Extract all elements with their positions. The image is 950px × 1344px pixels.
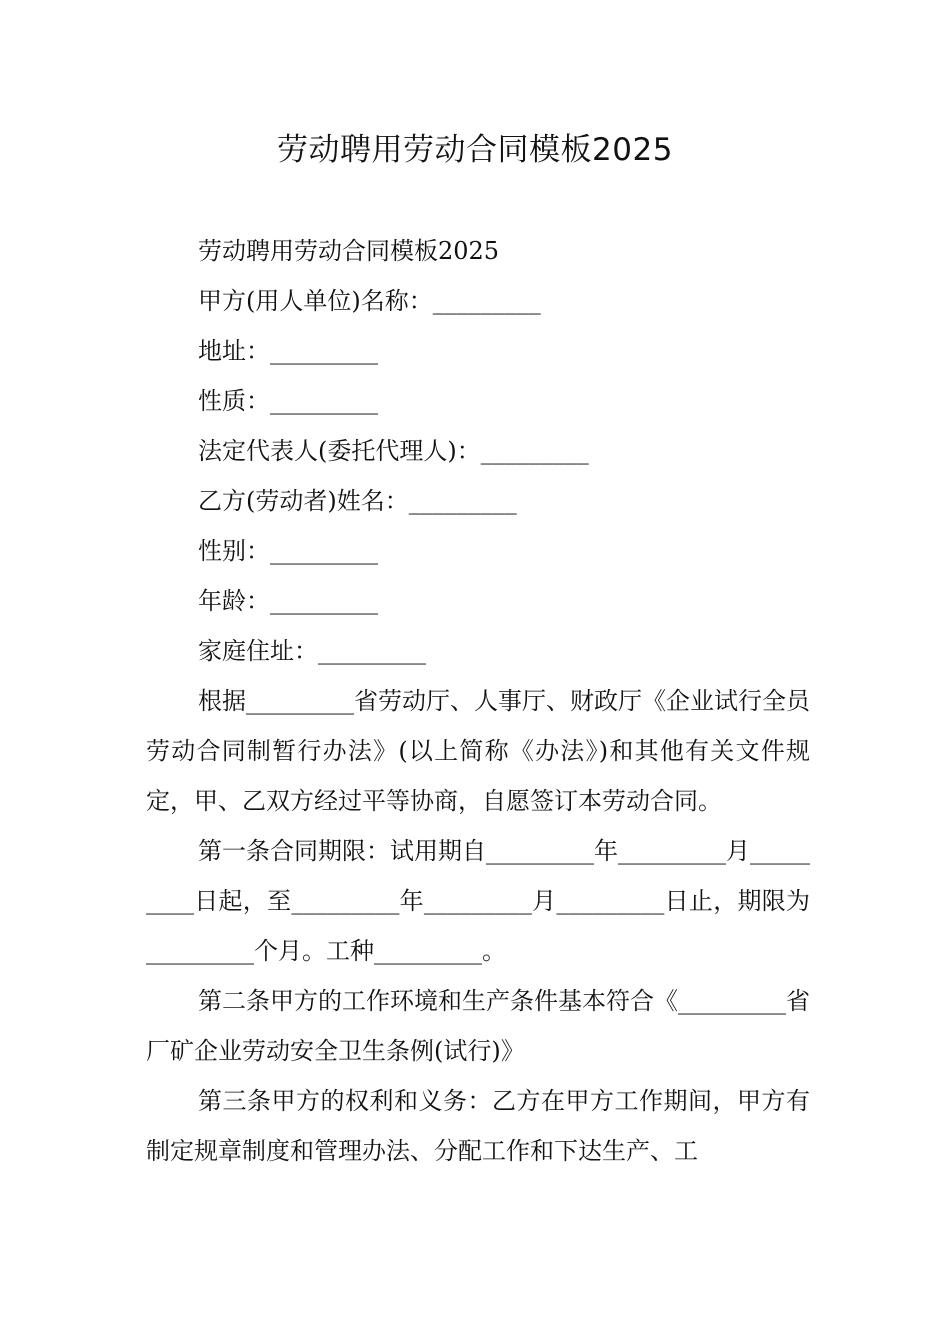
document-body: [146, 226, 810, 1176]
paragraph-gender: 性别：_________: [198, 537, 378, 565]
paragraph-basis: 根据_________省劳动厅、人事厅、财政厅《企业试行全员劳动合同制暂行办法》(以上简称《办法》)和其他有关文件规定，甲、乙双方经过平等协商，自愿签订本劳动合同。: [146, 687, 810, 815]
paragraph-age: 年龄：_________: [198, 587, 378, 615]
paragraph-nature: 性质：_________: [198, 387, 378, 415]
paragraph-article-1: 第一条合同期限：试用期自_________年_________月_________日起，至_________年_________月_________日止，期限为_________个月。工种_________。: [146, 837, 810, 965]
paragraph-party-a-name: 甲方(用人单位)名称：_________: [198, 287, 541, 315]
paragraph-home-address: 家庭住址：_________: [198, 637, 426, 665]
document-title: 劳动聘用劳动合同模板2025: [277, 132, 673, 168]
paragraph-party-b-name: 乙方(劳动者)姓名：_________: [198, 487, 517, 515]
paragraph-article-3: 第三条甲方的权利和义务：乙方在甲方工作期间，甲方有制定规章制度和管理办法、分配工作和下达生产、工: [146, 1087, 810, 1165]
paragraph-address: 地址：_________: [198, 337, 378, 365]
paragraph-heading: 劳动聘用劳动合同模板2025: [198, 237, 500, 265]
paragraph-article-2: 第二条甲方的工作环境和生产条件基本符合《_________省厂矿企业劳动安全卫生条例(试行)》: [146, 987, 810, 1065]
paragraph-legal-representative: 法定代表人(委托代理人)：_________: [198, 437, 589, 465]
